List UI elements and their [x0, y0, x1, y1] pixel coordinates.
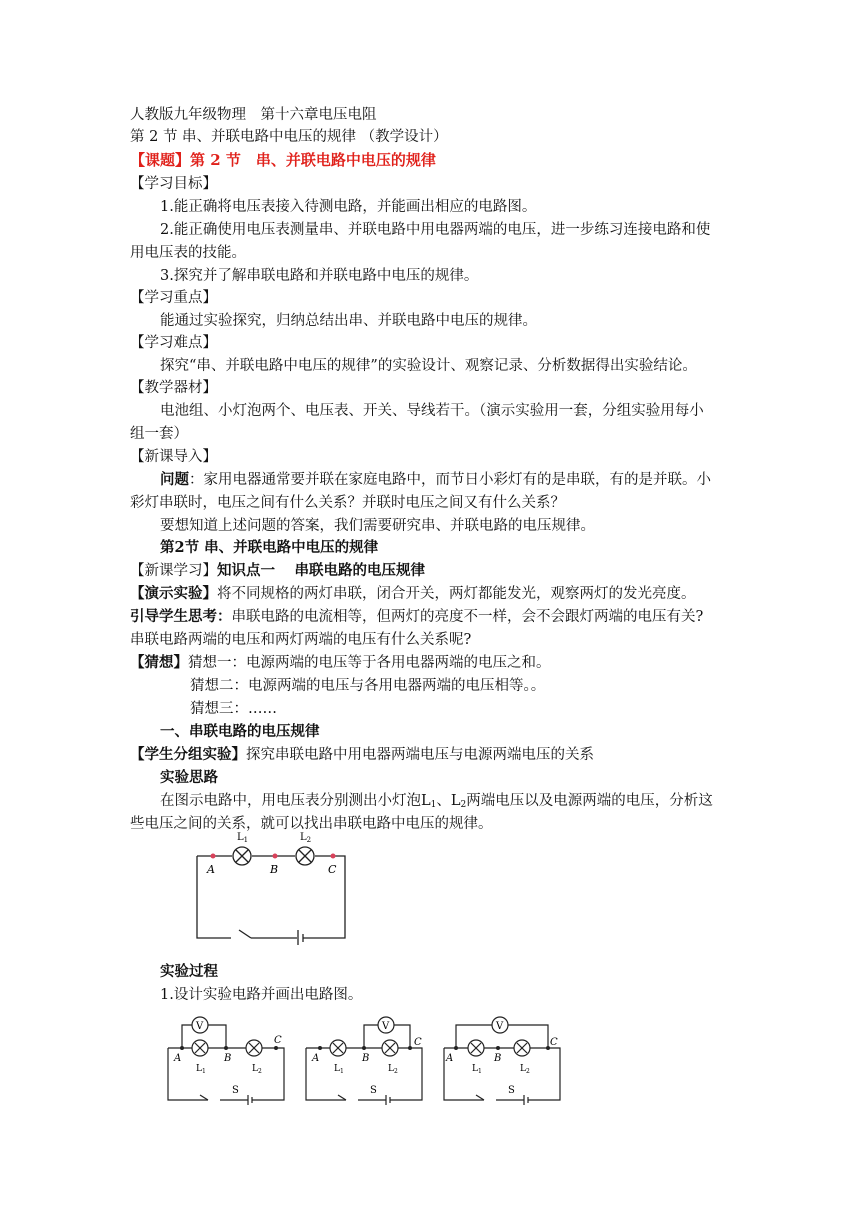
- l2-label: $L_2$: [252, 1064, 262, 1075]
- l1-label: $L_1$: [472, 1064, 482, 1075]
- a-label: A: [312, 1053, 320, 1064]
- demo-bracket: 【演示实验】: [130, 585, 217, 602]
- intro-question-line1: [130, 469, 765, 491]
- difficulty-text: 探究“串、并联电路中电压的规律”的实验设计、观察记录、分析数据得出实验结论。: [160, 358, 697, 374]
- c-label: C: [414, 1037, 422, 1048]
- new-lesson-line: [130, 560, 735, 582]
- guide-line2: 串联电路两端的电压和两灯两端的电压有什么关系呢?: [130, 632, 472, 648]
- guide-label: 引导学生思考：: [130, 608, 232, 625]
- sub-2: 2: [460, 800, 467, 810]
- section-title: 第2节 串、并联电路中电压的规律: [160, 539, 379, 556]
- doc-header-line2: 第 2 节 串、并联电路中电压的规律 （教学设计）: [130, 129, 448, 145]
- v-label: V: [496, 1021, 504, 1032]
- process-step1: 1.设计实验电路并画出电路图。: [160, 987, 363, 1003]
- l2-label: $L_2$: [388, 1064, 398, 1075]
- difficulty-heading: 【学习难点】: [130, 335, 217, 351]
- b-label: B: [362, 1053, 370, 1064]
- a-label: A: [174, 1053, 182, 1064]
- title-text: 第 2 节 串、并联电路中电压的规律: [190, 151, 436, 169]
- objective-1: 1.能正确将电压表接入待测电路，并能画出相应的电路图。: [160, 199, 537, 215]
- title-bracket: 【课题】: [130, 151, 191, 169]
- objective-2-cont: 用电压表的技能。: [130, 245, 246, 261]
- intro-text: 要想知道上述问题的答案，我们需要研究串、并联电路的电压规律。: [160, 518, 595, 534]
- key-points-text: 能通过实验探究，归纳总结出串、并联电路中电压的规律。: [160, 313, 537, 329]
- equipment-line2: 组一套）: [130, 426, 188, 442]
- group-exp-text: 探究串联电路中用电器两端电压与电源两端电压的关系: [246, 747, 594, 763]
- l2-label: $L_2$: [520, 1064, 530, 1075]
- l1-label: $L_1$: [334, 1064, 344, 1075]
- s-label: S: [232, 1085, 239, 1096]
- demo-text: 将不同规格的两灯串联，闭合开关，两灯都能发光，观察两灯的发光亮度。: [217, 586, 696, 602]
- group-exp-line: [130, 744, 735, 766]
- intro-heading: 【新课导入】: [130, 449, 217, 465]
- objective-3: 3.探究并了解串联电路和并联电路中电压的规律。: [160, 268, 479, 284]
- idea-text-b: 、L: [436, 793, 461, 809]
- guide-line1: [130, 606, 735, 628]
- lesson-title: [130, 149, 735, 171]
- idea-text-c: 两端电压以及电源两端的电压，分析这: [466, 793, 713, 809]
- idea-line2: 些电压之间的关系，就可以找出串联电路中电压的规律。: [130, 816, 493, 832]
- label-l1: $L_1$: [237, 832, 249, 844]
- l1-label: $L_1$: [196, 1064, 206, 1075]
- circuit-diagram-v-across-both: [436, 1015, 568, 1110]
- objective-2: 2.能正确使用电压表测量串、并联电路中用电器两端的电压，进一步练习连接电路和使: [160, 222, 711, 238]
- s-label: S: [508, 1085, 515, 1096]
- b-label: B: [224, 1053, 232, 1064]
- key-points-heading: 【学习重点】: [130, 290, 217, 306]
- equipment-line1: 电池组、小灯泡两个、电压表、开关、导线若干。（演示实验用一套，分组实验用每小: [160, 403, 704, 419]
- guess-three: 猜想三：……: [190, 701, 277, 717]
- s-label: S: [370, 1085, 377, 1096]
- group-exp-bracket: 【学生分组实验】: [130, 746, 246, 763]
- idea-heading: 实验思路: [160, 769, 218, 786]
- circuit-diagram-v-across-l2: [298, 1015, 430, 1110]
- guess-bracket: 【猜想】: [130, 654, 188, 671]
- b-label: B: [494, 1053, 502, 1064]
- guess-line1: [130, 652, 735, 674]
- c-label: C: [274, 1035, 282, 1046]
- process-heading: 实验过程: [160, 963, 218, 980]
- label-c: C: [328, 863, 337, 876]
- a-label: A: [446, 1053, 454, 1064]
- new-lesson-bracket: 【新课学习】: [130, 563, 217, 579]
- question-text: ：家用电器通常要并联在家庭电路中，而节日小彩灯有的是串联，有的是并联。小: [189, 472, 711, 488]
- sub-1: 1: [430, 800, 437, 810]
- series-circuit-figure: [185, 830, 355, 945]
- question-label: 问题: [160, 471, 189, 488]
- guess-one: 猜想一：电源两端的电压等于各用电器两端的电压之和。: [188, 655, 551, 671]
- intro-question-line2: 彩灯串联时，电压之间有什么关系？并联时电压之间又有什么关系？: [130, 495, 565, 511]
- guide-text: 串联电路的电流相等，但两灯的亮度不一样，会不会跟灯两端的电压有关?: [231, 609, 704, 625]
- label-b: B: [270, 863, 279, 876]
- v-label: V: [382, 1021, 390, 1032]
- label-l2: $L_2$: [300, 832, 312, 844]
- v-label: V: [196, 1021, 204, 1032]
- new-lesson-text: 知识点一 串联电路的电压规律: [217, 562, 426, 579]
- circuit-diagram-v-across-l1: [160, 1015, 292, 1110]
- idea-text-a: 在图示电路中，用电压表分别测出小灯泡L: [160, 793, 431, 809]
- c-label: C: [550, 1037, 558, 1048]
- doc-header-line1: 人教版九年级物理 第十六章电压电阻: [130, 107, 377, 123]
- guess-two: 猜想二：电源两端的电压与各用电器两端的电压相等。。: [190, 678, 546, 694]
- part-one-title: 一、串联电路的电压规律: [160, 723, 320, 740]
- demo-line: [130, 583, 735, 605]
- objectives-heading: 【学习目标】: [130, 176, 217, 192]
- equipment-heading: 【教学器材】: [130, 380, 217, 396]
- label-a: A: [207, 863, 215, 876]
